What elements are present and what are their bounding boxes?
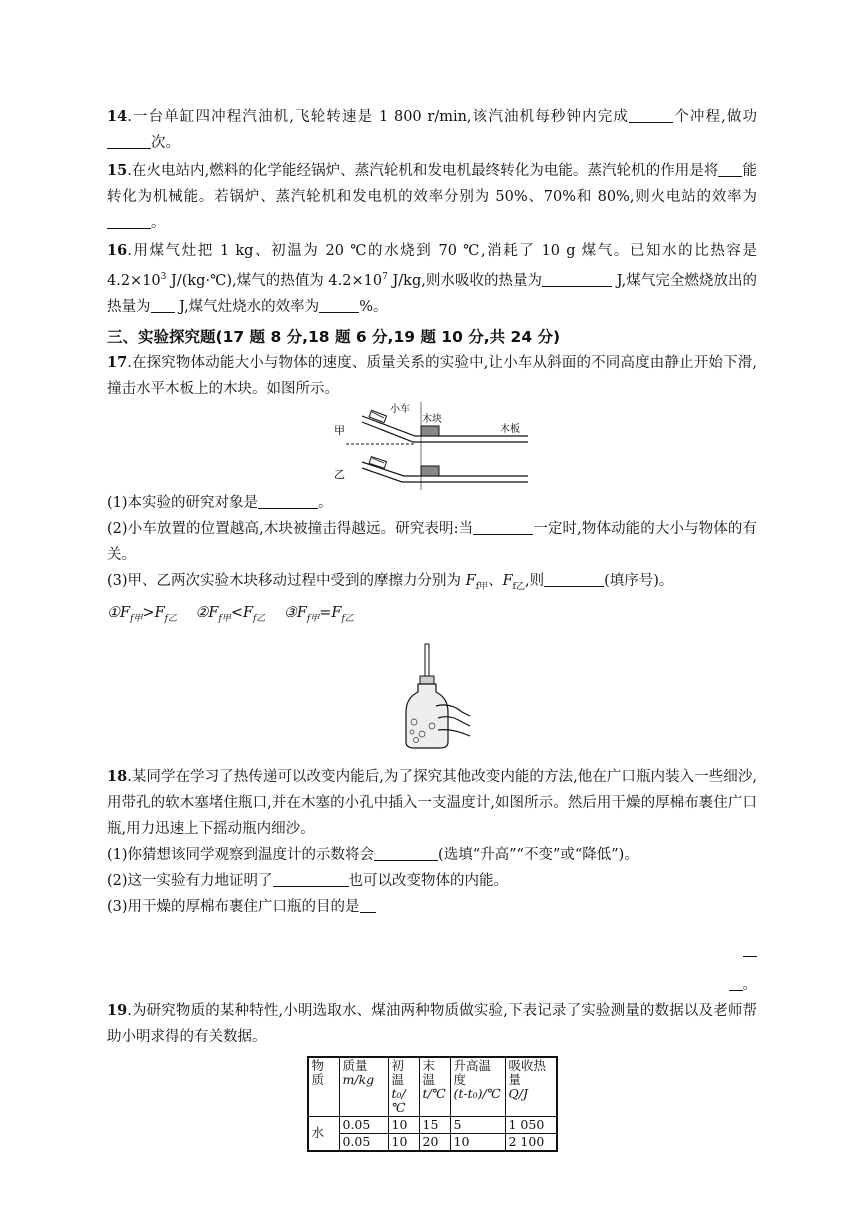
question-text: (3)用干燥的厚棉布裹住广口瓶的目的是 <box>107 898 360 915</box>
jar-icon <box>406 684 448 748</box>
option-3[interactable]: $③F_{f甲}=F_{f乙}$ <box>283 604 354 624</box>
ramp-surface-yi <box>362 462 528 476</box>
subscript: f乙 <box>512 581 525 592</box>
question-number: 16 <box>107 242 128 259</box>
question-text: 。 <box>151 215 166 231</box>
question-18 <box>107 764 757 842</box>
table-cell: 0.05 <box>339 1133 388 1151</box>
question-text: (2)小车放置的位置越高,木块被撞击得越远。研究表明:当 <box>107 520 474 537</box>
question-19 <box>107 998 757 1050</box>
question-text: ,则 <box>524 572 545 589</box>
cart-jia <box>369 410 386 422</box>
question-text: 、 <box>488 572 503 589</box>
question-text: J,煤气完全燃烧放出的热量为 <box>107 272 758 315</box>
label-block: 木块 <box>422 413 442 425</box>
answer-blank[interactable] <box>542 270 612 287</box>
answer-blank[interactable] <box>360 896 376 913</box>
question-text: J,煤气灶烧水的效率为 <box>174 298 320 315</box>
answer-blank[interactable] <box>258 492 318 509</box>
bottle-thermometer-figure <box>392 642 472 750</box>
question-text: 个冲程,做功 <box>673 109 757 125</box>
ramp-experiment-figure <box>332 402 532 490</box>
force-symbol: F <box>465 572 476 589</box>
table-cell: 20 <box>419 1133 450 1151</box>
answer-blank[interactable] <box>473 518 533 535</box>
exponent: 3 <box>160 272 167 282</box>
answer-blank[interactable] <box>273 870 349 887</box>
question-text: %。 <box>359 298 388 315</box>
q18-sub3 <box>107 894 757 920</box>
table-header-cell: 末温 t/℃ <box>419 1057 450 1117</box>
table-cell: 2 100 <box>505 1133 557 1151</box>
table-header-row <box>308 1057 557 1117</box>
subscript: f甲 <box>475 581 489 592</box>
cork <box>420 676 434 684</box>
table-row <box>308 1116 557 1133</box>
answer-blank-end[interactable] <box>743 954 757 957</box>
question-number: 17 <box>107 353 128 371</box>
question-text: 一定时,物体动能的大小与物体的有关。 <box>107 520 757 563</box>
table-row <box>308 1133 557 1151</box>
question-text: (选填“升高”“不变”或“降低”)。 <box>438 846 639 863</box>
option-1[interactable]: $①F_{f甲}>F_{f乙}$ <box>107 604 177 624</box>
section-heading: 三、实验探究题(17 题 8 分,18 题 6 分,19 题 10 分,共 24 分) <box>107 327 561 346</box>
question-text: .一台单缸四冲程汽油机,飞轮转速是 1 800 r/min,该汽油机每秒钟内完成 <box>127 109 630 125</box>
q17-options <box>107 600 757 632</box>
cart-yi <box>369 457 386 469</box>
q17-sub1 <box>107 490 757 516</box>
option-2[interactable]: $②F_{f甲}<F_{f乙}$ <box>195 604 266 624</box>
table-header-cell: 初温 t₀/℃ <box>388 1057 419 1117</box>
q17-sub2 <box>107 516 757 568</box>
label-car: 小车 <box>390 403 410 415</box>
force-symbol: F <box>502 572 513 589</box>
question-15 <box>107 158 757 236</box>
question-text: (1)本实验的研究对象是 <box>107 494 259 511</box>
question-text: .在探究物体动能大小与物体的速度、质量关系的实验中,让小车从斜面的不同高度由静止开始下滑,撞击水平木板上的木块。如图所示。 <box>107 354 757 397</box>
question-text: J/kg,则水吸收的热量为 <box>387 272 543 289</box>
q18-sub3-end <box>107 946 757 998</box>
table-cell: 1 050 <box>505 1116 557 1133</box>
q17-sub3 <box>107 568 757 600</box>
question-text: .为研究物质的某种特性,小明选取水、煤油两种物质做实验,下表记录了实验测量的数据以及老师帮助小明求得的有关数据。 <box>107 1002 757 1045</box>
question-number: 14 <box>107 108 128 125</box>
question-number: 15 <box>107 162 128 179</box>
table-cell-substance: 水 <box>308 1116 340 1151</box>
block-yi <box>421 466 439 476</box>
answer-blank[interactable] <box>107 132 151 149</box>
question-text: 也可以改变物体的内能。 <box>348 872 509 889</box>
table-cell: 5 <box>450 1116 505 1133</box>
table-cell: 10 <box>450 1133 505 1151</box>
q18-sub1 <box>107 842 757 868</box>
answer-blank-end[interactable] <box>729 974 743 991</box>
table-cell: 10 <box>388 1116 419 1133</box>
question-14 <box>107 104 757 156</box>
question-number: 19 <box>107 1001 128 1019</box>
table-header-cell: 升高温度 (t-t₀)/℃ <box>450 1057 505 1117</box>
question-17 <box>107 350 757 402</box>
question-16 <box>107 238 757 320</box>
exam-page <box>107 100 757 1152</box>
table-header-cell: 质量 m/kg <box>339 1057 388 1117</box>
question-text: (1)你猜想该同学观察到温度计的示数将会 <box>107 846 375 863</box>
answer-blank[interactable] <box>374 844 438 861</box>
answer-blank[interactable] <box>151 296 175 313</box>
answer-blank[interactable] <box>544 570 604 587</box>
question-text: J/(kg·℃),煤气的热值为 4.2×10 <box>166 272 383 289</box>
answer-blank[interactable] <box>629 106 673 123</box>
block-jia <box>421 426 439 436</box>
question-text: .在火电站内,燃料的化学能经锅炉、蒸汽轮机和发电机最终转化为电能。蒸汽轮机的作用是将 <box>127 163 719 179</box>
question-text: .用煤气灶把 1 kg、初温为 20 ℃的水烧到 70 ℃,消耗了 10 g 煤气。已知水的比热容是 4.2×10 <box>107 243 757 289</box>
table-cell: 0.05 <box>339 1116 388 1133</box>
question-text: 能转化为机械能。若锅炉、蒸汽轮机和发电机的效率分别为 50%、70%和 80%,则火电站的效率为 <box>107 163 758 205</box>
label-board: 木板 <box>500 423 520 435</box>
question-text: 次。 <box>151 135 180 151</box>
table-cell: 15 <box>419 1116 450 1133</box>
label-jia: 甲 <box>334 423 345 437</box>
data-table <box>307 1056 558 1152</box>
question-text: (2)这一实验有力地证明了 <box>107 872 273 889</box>
exponent: 7 <box>382 272 388 282</box>
label-yi: 乙 <box>334 467 345 481</box>
question-text: 。 <box>742 976 757 993</box>
question-text: (3)甲、乙两次实验木块移动过程中受到的摩擦力分别为 <box>107 572 466 589</box>
question-text: (填序号)。 <box>604 572 674 589</box>
table-cell: 10 <box>388 1133 419 1151</box>
table-header-cell: 物质 <box>308 1057 340 1117</box>
q18-sub2 <box>107 868 757 894</box>
answer-blank[interactable] <box>319 296 359 313</box>
table-header-cell: 吸收热量 Q/J <box>505 1057 557 1117</box>
question-text: 。 <box>318 494 333 511</box>
question-text: .某同学在学习了热传递可以改变内能后,为了探究其他改变内能的方法,他在广口瓶内装入一些细沙,用带孔的软木塞堵住瓶口,并在木塞的小孔中插入一支温度计,如图所示。然后用干燥的厚棉布裹住广口瓶,用力迅速上下摇动瓶内细沙。 <box>107 768 757 837</box>
answer-blank[interactable] <box>107 212 151 229</box>
answer-blank[interactable] <box>718 160 742 177</box>
question-number: 18 <box>107 767 128 785</box>
